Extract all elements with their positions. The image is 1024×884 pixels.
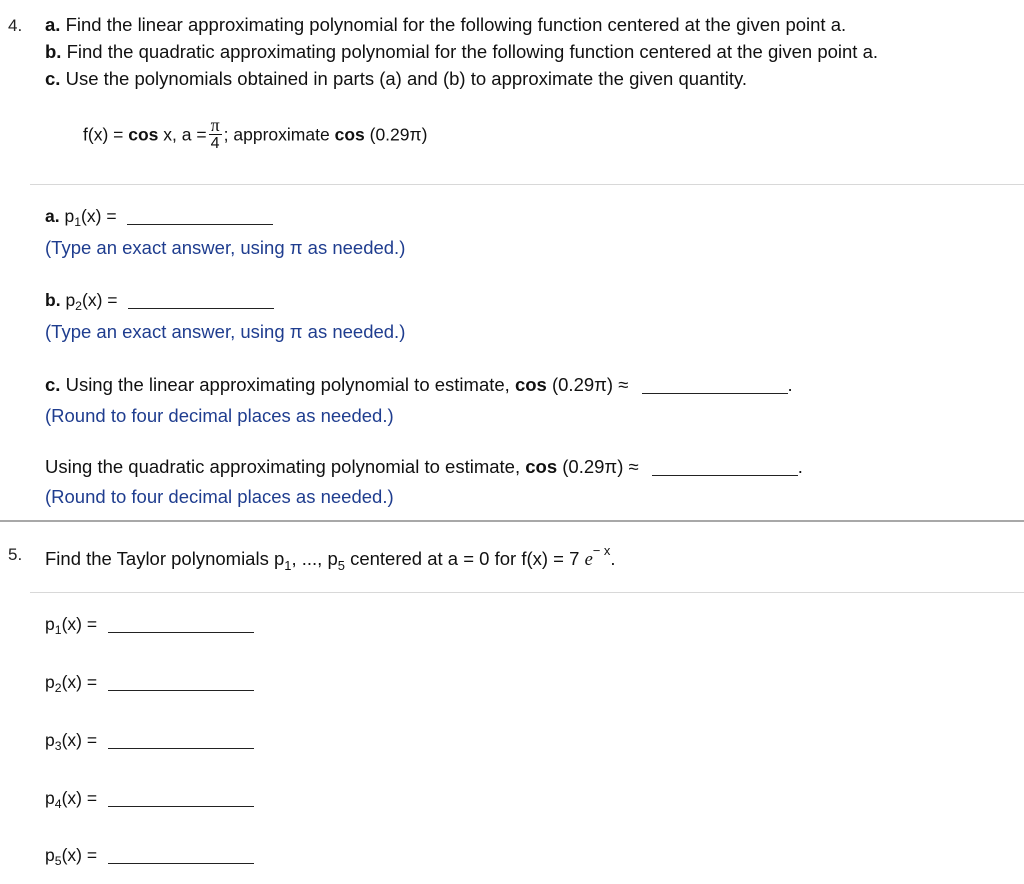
divider bbox=[30, 592, 1024, 593]
part-b-p: p bbox=[65, 290, 76, 310]
semicolon: ; bbox=[223, 124, 229, 145]
frac-denominator: 4 bbox=[210, 135, 220, 152]
q4-instruction-b bbox=[45, 41, 878, 63]
period: . bbox=[787, 374, 793, 395]
q5-sub1: 1 bbox=[284, 557, 292, 573]
period: . bbox=[797, 456, 803, 477]
part-c-cos: cos bbox=[514, 374, 547, 395]
taylor-rest: (x) = bbox=[61, 845, 98, 865]
part-b-hint: (Type an exact answer, using π as needed.) bbox=[45, 321, 406, 342]
taylor-row bbox=[45, 843, 254, 869]
part-c-text: Using the linear approximating polynomial to estimate, bbox=[65, 374, 510, 395]
part-c2-row bbox=[45, 455, 803, 478]
func-cos: cos bbox=[128, 124, 159, 145]
taylor-row bbox=[45, 612, 254, 638]
taylor-row bbox=[45, 670, 254, 696]
taylor-p: p bbox=[45, 672, 55, 692]
part-b-sub: 2 bbox=[75, 299, 82, 314]
taylor-p4-input[interactable] bbox=[108, 786, 254, 807]
q5-text-pre: Find the Taylor polynomials p bbox=[45, 548, 285, 569]
taylor-rest: (x) = bbox=[61, 730, 98, 750]
part-a-p: p bbox=[64, 206, 75, 226]
taylor-rest: (x) = bbox=[61, 672, 98, 692]
q4-instruction-a bbox=[45, 14, 846, 36]
part-a-sub: 1 bbox=[74, 215, 82, 230]
q4-function-statement bbox=[83, 115, 428, 154]
taylor-sub: 5 bbox=[54, 854, 62, 869]
approx-word: approximate bbox=[233, 124, 330, 145]
q4-label-c: c. bbox=[45, 68, 61, 89]
taylor-p: p bbox=[45, 730, 55, 750]
taylor-p5-input[interactable] bbox=[108, 843, 254, 864]
taylor-p3-input[interactable] bbox=[108, 728, 254, 749]
taylor-sub: 3 bbox=[54, 739, 62, 754]
part-c-arg: (0.29π) ≈ bbox=[551, 374, 629, 395]
quadratic-estimate-input[interactable] bbox=[652, 455, 798, 476]
linear-estimate-input[interactable] bbox=[642, 373, 788, 394]
part-a-label: a. bbox=[45, 206, 60, 226]
approx-arg: (0.29π) bbox=[369, 124, 428, 145]
part-c-hint: (Round to four decimal places as needed.) bbox=[45, 405, 394, 426]
part-c-row bbox=[45, 373, 793, 396]
part-c2-hint: (Round to four decimal places as needed.) bbox=[45, 486, 394, 507]
taylor-p: p bbox=[45, 788, 55, 808]
frac-numerator: π bbox=[210, 115, 220, 135]
taylor-p: p bbox=[45, 614, 55, 634]
q5-text-mid: , ..., p bbox=[291, 548, 338, 569]
divider bbox=[30, 184, 1024, 185]
question-4-number: 4. bbox=[8, 16, 23, 35]
taylor-p2-input[interactable] bbox=[108, 670, 254, 691]
part-c2-cos: cos bbox=[525, 456, 558, 477]
q4-text-a: Find the linear approximating polynomial for the following function centered at the given point a. bbox=[65, 14, 847, 35]
func-x-a: x, a = bbox=[163, 124, 207, 145]
taylor-sub: 4 bbox=[54, 797, 62, 812]
p1-answer-input[interactable] bbox=[127, 204, 273, 225]
part-b-label: b. bbox=[45, 290, 61, 310]
taylor-rest: (x) = bbox=[61, 614, 98, 634]
q4-text-b: Find the quadratic approximating polynomial for the following function centered at the given point a. bbox=[66, 41, 879, 62]
taylor-rest: (x) = bbox=[61, 788, 98, 808]
taylor-p1-input[interactable] bbox=[108, 612, 254, 633]
taylor-row bbox=[45, 786, 254, 812]
pi-over-4-fraction bbox=[209, 116, 222, 152]
part-c2-arg: (0.29π) ≈ bbox=[562, 456, 639, 477]
q5-sub5: 5 bbox=[337, 557, 345, 573]
approx-cos: cos bbox=[334, 124, 365, 145]
p2-answer-input[interactable] bbox=[128, 288, 274, 309]
question-5-number: 5. bbox=[8, 545, 23, 564]
q5-period: . bbox=[610, 548, 616, 569]
taylor-row bbox=[45, 728, 254, 754]
taylor-p: p bbox=[45, 845, 55, 865]
part-c2-text: Using the quadratic approximating polynomial to estimate, bbox=[45, 456, 521, 477]
part-a-row bbox=[45, 204, 273, 230]
question-separator bbox=[0, 520, 1024, 522]
q4-label-a: a. bbox=[45, 14, 61, 35]
q4-text-c: Use the polynomials obtained in parts (a) and (b) to approximate the given quantity. bbox=[65, 68, 748, 89]
func-prefix: f(x) = bbox=[83, 124, 124, 145]
part-b-rest: (x) = bbox=[82, 290, 118, 310]
part-b-row bbox=[45, 288, 274, 314]
part-a-rest: (x) = bbox=[81, 206, 117, 226]
taylor-sub: 2 bbox=[54, 681, 62, 696]
part-a-hint: (Type an exact answer, using π as needed.) bbox=[45, 237, 406, 258]
q4-label-b: b. bbox=[45, 41, 62, 62]
q5-text-post: centered at a = 0 for f(x) = 7 bbox=[350, 548, 580, 569]
q5-exponent: − x bbox=[592, 543, 611, 559]
q5-e: e bbox=[584, 550, 593, 570]
taylor-sub: 1 bbox=[54, 623, 62, 638]
q5-statement bbox=[45, 543, 616, 573]
q4-instruction-c bbox=[45, 68, 747, 90]
part-c-label: c. bbox=[45, 374, 61, 395]
